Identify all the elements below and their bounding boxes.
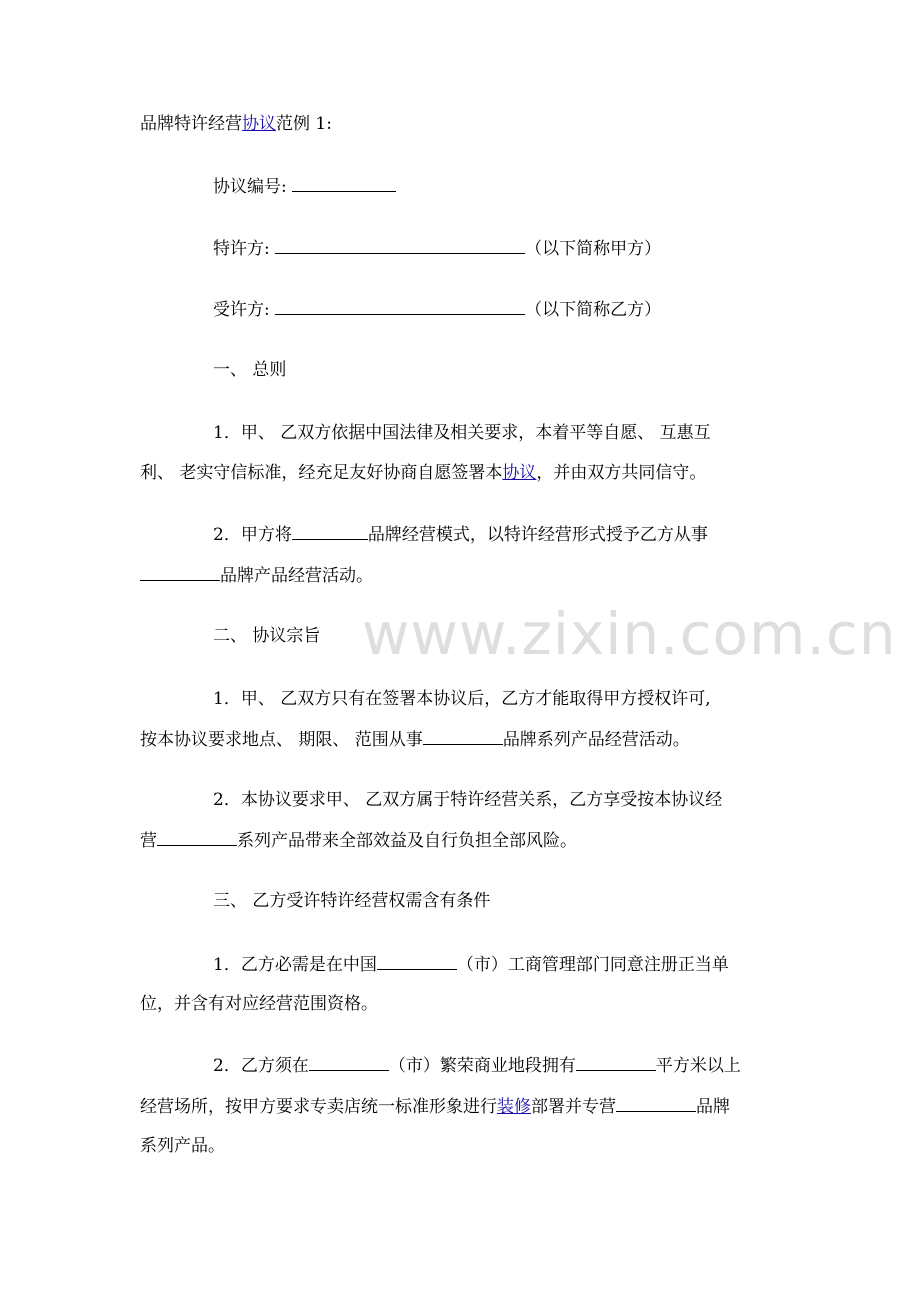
text-span: （市）繁荣商业地段拥有: [388, 1056, 576, 1076]
text-span: 系列产品带来全部效益及自行负担全部风险。: [237, 831, 577, 851]
section-heading: 一、 总则: [213, 360, 287, 380]
paragraph-line: [140, 727, 690, 752]
title-prefix: 品牌特许经营: [140, 114, 242, 134]
text-span: 品牌经营模式，以特许经营形式授予乙方从事: [367, 525, 708, 545]
text-span: 2．甲方将: [213, 525, 292, 545]
text-span: 经营场所，按甲方要求专卖店统一标准形象进行: [140, 1097, 497, 1117]
section-heading: 三、 乙方受许特许经营权需含有条件: [213, 891, 491, 911]
agreement-link[interactable]: 协议: [502, 463, 537, 483]
text-span: 品牌: [696, 1097, 730, 1117]
agreement-link[interactable]: 协议: [242, 114, 276, 134]
field-franchisor: [213, 236, 661, 261]
franchisor-blank: [275, 236, 525, 254]
text-span: 部署并专营: [531, 1097, 616, 1117]
text-span: 按本协议要求地点、 期限、 范围从事: [140, 730, 423, 750]
brand-blank: [423, 727, 503, 745]
franchisee-blank: [275, 297, 525, 315]
watermark: www.zixin.com.cn: [362, 600, 897, 668]
product-blank: [157, 828, 237, 846]
paragraph-line: [140, 563, 373, 588]
text-span: 品牌产品经营活动。: [220, 566, 373, 586]
paragraph-line: 位，并含有对应经营范围资格。: [140, 994, 378, 1014]
brand-blank: [616, 1094, 696, 1112]
city-blank: [377, 952, 457, 970]
paragraph-line: 系列产品。: [140, 1136, 225, 1156]
field-agreement-number: [213, 174, 396, 199]
document-title: [140, 112, 332, 136]
text-span: （市）工商管理部门同意注册正当单: [456, 955, 729, 975]
text-span: ，并由双方共同信守。: [536, 463, 707, 483]
field-franchisee: [213, 297, 661, 322]
text-span: 2．乙方须在: [213, 1056, 309, 1076]
text-span: 营: [140, 831, 157, 851]
paragraph-line: [140, 1094, 730, 1119]
field-label: 受许方:: [213, 300, 270, 320]
decoration-link[interactable]: 装修: [497, 1097, 531, 1117]
brand-blank: [140, 563, 220, 581]
title-suffix: 范例 1:: [276, 114, 332, 134]
field-suffix: （以下简称乙方）: [525, 300, 662, 320]
paragraph-line: [213, 1053, 741, 1078]
paragraph-line: [213, 522, 708, 547]
area-blank: [576, 1053, 656, 1071]
section-heading: 二、 协议宗旨: [213, 626, 321, 646]
text-span: 品牌系列产品经营活动。: [502, 730, 690, 750]
paragraph-line: 1．甲、 乙双方只有在签署本协议后，乙方才能取得甲方授权许可,: [213, 689, 711, 709]
paragraph-line: 1．甲、 乙双方依据中国法律及相关要求，本着平等自愿、 互惠互: [213, 423, 711, 443]
city-blank: [309, 1053, 389, 1071]
paragraph-line: 2．本协议要求甲、 乙双方属于特许经营关系，乙方享受按本协议经: [213, 790, 723, 810]
text-span: 利、 老实守信标准，经充足友好协商自愿签署本: [140, 463, 503, 483]
paragraph-line: [140, 828, 577, 853]
field-suffix: （以下简称甲方）: [525, 239, 662, 259]
field-label: 协议编号:: [213, 177, 287, 197]
paragraph-line: [140, 461, 706, 485]
paragraph-line: [213, 952, 729, 977]
brand-blank: [292, 522, 368, 540]
text-span: 平方米以上: [655, 1056, 741, 1076]
field-label: 特许方:: [213, 239, 270, 259]
text-span: 1．乙方必需是在中国: [213, 955, 377, 975]
agreement-number-blank: [292, 174, 396, 192]
